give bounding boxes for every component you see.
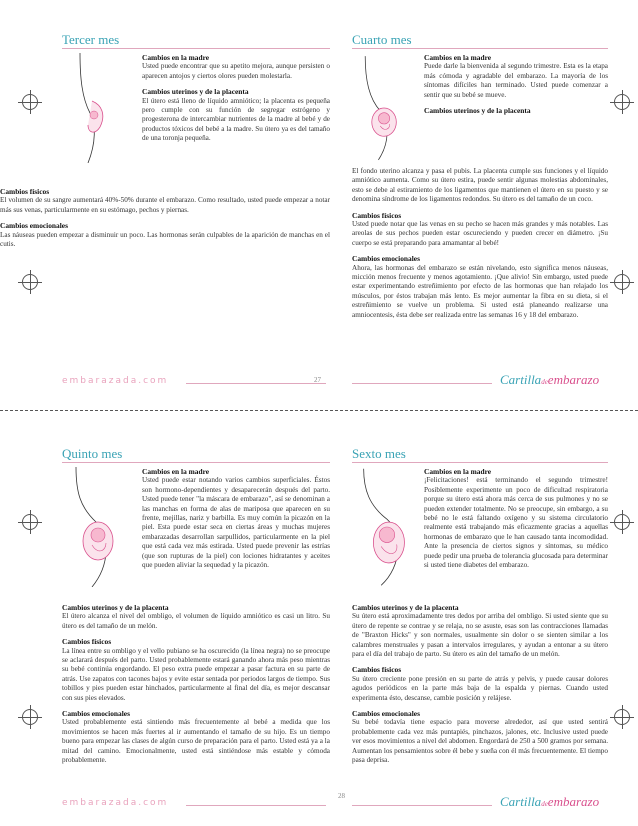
section-heading: Cambios emocionales [62, 709, 130, 719]
section-heading: Cambios emocionales [0, 221, 68, 231]
section-heading: Cambios en la madre [424, 467, 491, 476]
section-heading: Cambios uterinos y de la placenta [142, 87, 249, 97]
section-heading: Cambios en la madre [142, 53, 209, 62]
brand-part: de [541, 800, 548, 808]
footer-rule [186, 805, 326, 806]
section-text: Usted puede encontrar que su apetito mejora, aunque persisten o aparecen antojos y ciertos olores pueden molestarla. [142, 62, 330, 80]
section-text: ¡Felicitaciones! está terminando el segundo trimestre! Posiblemente experimente un poco de dificultad respiratoria porque su útero está ahora más cerca de sus pulmones y no se pueden extender totalmente. No se preocupe, sin embargo, a su bebé no le está faltando oxígeno y su sistema circulatorio realmente está trabajando más eficazmente gracias a aquellas hormonas de embarazo que le han causado tanta incomodidad. Ante la presencia de ciertos signos y síntomas, su médico puede pedir una prueba de tolerancia glucosada para determinar si usted tiene diabetes del embarazo. [424, 476, 608, 570]
brand-part: Cartilla [500, 794, 542, 809]
footer-rule [186, 383, 326, 384]
section-heading: Cambios emocionales [352, 709, 420, 719]
section-text: El útero está lleno de líquido amniótico; la placenta es pequeña pero cumple con su función de segregar estrógeno y progesterona de intercambiar nutrientes de la madre al bebé y de productos tóxicos del bebé a la madre. Su útero ya es del tamaño de una toronja pequeña. [142, 96, 330, 143]
pregnant-belly-illustration [352, 53, 418, 163]
footer-site: embarazada.com [62, 798, 169, 808]
pregnant-belly-illustration [352, 467, 420, 587]
footer-brand [500, 372, 599, 388]
section-text: El fondo uterino alcanza y pasa el pubis. La placenta cumple sus funciones y el líquido amniótico aumenta. Como su útero estira, puede sentir algunas molestias abdominales, esto se debe al estiramiento de los ligamentos que mantienen el útero en su puesto y se denomina síndrome de los ligamentos redondos. Su útero es del tamaño de un coco. [352, 167, 608, 204]
month-title: Sexto mes [352, 446, 608, 463]
month-column-sexto [352, 446, 608, 796]
section-text: Su bebé todavía tiene espacio para moverse alrededor, así que usted sentirá probablemente cada vez más puntapiés, pinchazos, jalones, etc. Inclusive usted puede ver esos movimientos a nivel del abdomen. Engordará de 250 a 500 gramos por semana. Aumentan los pensamientos sobre él bebe y sueña con él más frecuentemente. El tiempo pasa deprisa. [352, 718, 608, 765]
section-text: El volumen de su sangre aumentará 40%-50% durante el embarazo. Como resultado, usted puede empezar a notar más sus venas, particularmente en su estómago, pechos y piernas. [0, 196, 330, 214]
section-text: Su útero creciente pone presión en su parte de atrás y pelvis, y puede causar dolores agudos periódicos en la parte más baja de la espalda y piernas. Cuando usted experimenta ésto, descanse, cambie posición y relájese. [352, 674, 608, 702]
section-text: El útero alcanza el nivel del ombligo, el volumen de líquido amniótico es casi un litro. Su útero es del tamaño de un melón. [62, 612, 330, 630]
page-28 [0, 420, 638, 826]
section-heading: Cambios físicos [0, 187, 50, 196]
month-title: Quinto mes [62, 446, 330, 463]
section-heading: Cambios físicos [62, 637, 112, 647]
pregnant-belly-illustration [62, 467, 132, 587]
brand-part: embarazo [547, 794, 600, 809]
brand-part: embarazo [547, 372, 600, 387]
section-text: Puede darle la bienvenida al segundo trimestre. Esta es la etapa más cómoda y agradable del embarazo. La mayoría de los síntomas difíciles han terminado. Usted puede comenzar a sentir que su bebé se mueve. [424, 62, 608, 99]
section-text: La línea entre su ombligo y el vello pubiano se ha oscurecido (la línea negra) no se preocupe se aclarará después del parto. Usted probablemente estará ganando ahora más peso mientras su bebé continúa engordando. El peso extra puede empezar a pasar factura en su parte de atrás. Use zapatos con tacones bajos y evite estar sentada por periodos largos de tiempo. Sus tobillos y pies pueden estar hinchados, particularmente al final del día, es mejor descansar con sus pies elevados. [62, 646, 330, 702]
month-title: Cuarto mes [352, 32, 608, 49]
section-heading: Cambios emocionales [352, 254, 420, 264]
section-text: Ahora, las hormonas del embarazo se están nivelando, esto significa menos náuseas, micción menos frecuente y menos agotamiento. ¡Que alivio! Sin embargo, usted puede estar experimentando estreñimiento por efecto de las hormonas que han relajado los músculos, por éstos trabajan más lento. Es mejor aumentar la fibra en su dieta, si el estreñimiento se vuelve un problema. Si usted está planeando realizarse una amniocentesis, ésta debe ser realizada entre las semanas 16 y 18 del embarazo. [352, 263, 608, 319]
brand-part: de [541, 378, 548, 386]
section-text: Usted probablemente está sintiendo más frecuentemente al bebé a medida que los movimientos se hacen más fuertes al ir aumentando el tamaño de su hijo. Es un tiempo bueno para empezar las clases de algún curso de preparación para el parto. Usted está ya a la mitad del camino. Emocionalmente, usted está sintiéndose más estable y cómoda probablemente. [62, 718, 330, 765]
footer-rule [352, 383, 492, 384]
page-number: 28 [338, 792, 345, 800]
footer-brand [500, 794, 599, 810]
footer-site: embarazada.com [62, 376, 169, 386]
section-heading: Cambios físicos [352, 665, 402, 675]
section-text: Las náuseas pueden empezar a disminuir un poco. Las hormonas serán culpables de la aparición de manchas en el cutis. [0, 230, 330, 249]
month-title: Tercer mes [62, 32, 330, 49]
page-divider [0, 410, 638, 411]
footer-rule [352, 805, 492, 806]
section-heading: Cambios en la madre [142, 467, 209, 476]
section-heading: Cambios físicos [352, 210, 402, 220]
section-heading: Cambios uterinos y de la placenta [352, 603, 459, 612]
section-text: Su útero está aproximadamente tres dedos por arriba del ombligo. Si usted siente que su útero de repente se contrae y se relaja, no se asuste, esas son las contracciones llamadas de "Braxton Hicks" y son normales, usualmente sin dolor o se sienten similar a los calambres menstruales y pasan a intervalos irregulares, y ayudan a entonar a su útero para el día del trabajo de parto. Su útero es aún del tamaño de un melón. [352, 612, 608, 659]
page-number: 27 [314, 376, 321, 384]
brand-part: Cartilla [500, 372, 542, 387]
section-text: Usted puede estar notando varios cambios superficiales. Éstos son hormono-dependientes y desaparecerán después del parto. Usted puede tener "la máscara de embarazo", así se denominan a las manchas en forma de alas de mariposa que aparecen en su frente, mejillas, nariz y barbilla. Es muy común la picazón en la piel. Esta puede estar seca en ciertas áreas y muchas mujeres embarazadas desarrollan sarpullidos, particularmente en la piel que está cada vez más estirada. Usted puede prevenir las estrías (que son rupturas de la piel) con lociones hidratantes y aceites que pueden aliviar la sequedad y la picazón. [142, 476, 330, 570]
section-heading: Cambios en la madre [424, 53, 491, 62]
section-text: Usted puede notar que las venas en su pecho se hacen más grandes y más notables. Las areolas de sus pechos pueden estar oscureciendo y pueden crecer en diámetro. ¡Su cuerpo se está preparando para amamantar al bebé! [352, 220, 608, 247]
month-column-cuarto [352, 32, 608, 362]
section-heading: Cambios uterinos y de la placenta [62, 603, 169, 612]
pregnant-belly-illustration [62, 53, 132, 163]
month-column-quinto [62, 446, 330, 796]
page-27 [0, 0, 638, 400]
month-column-tercer [0, 32, 330, 362]
section-heading: Cambios uterinos y de la placenta [424, 106, 531, 116]
